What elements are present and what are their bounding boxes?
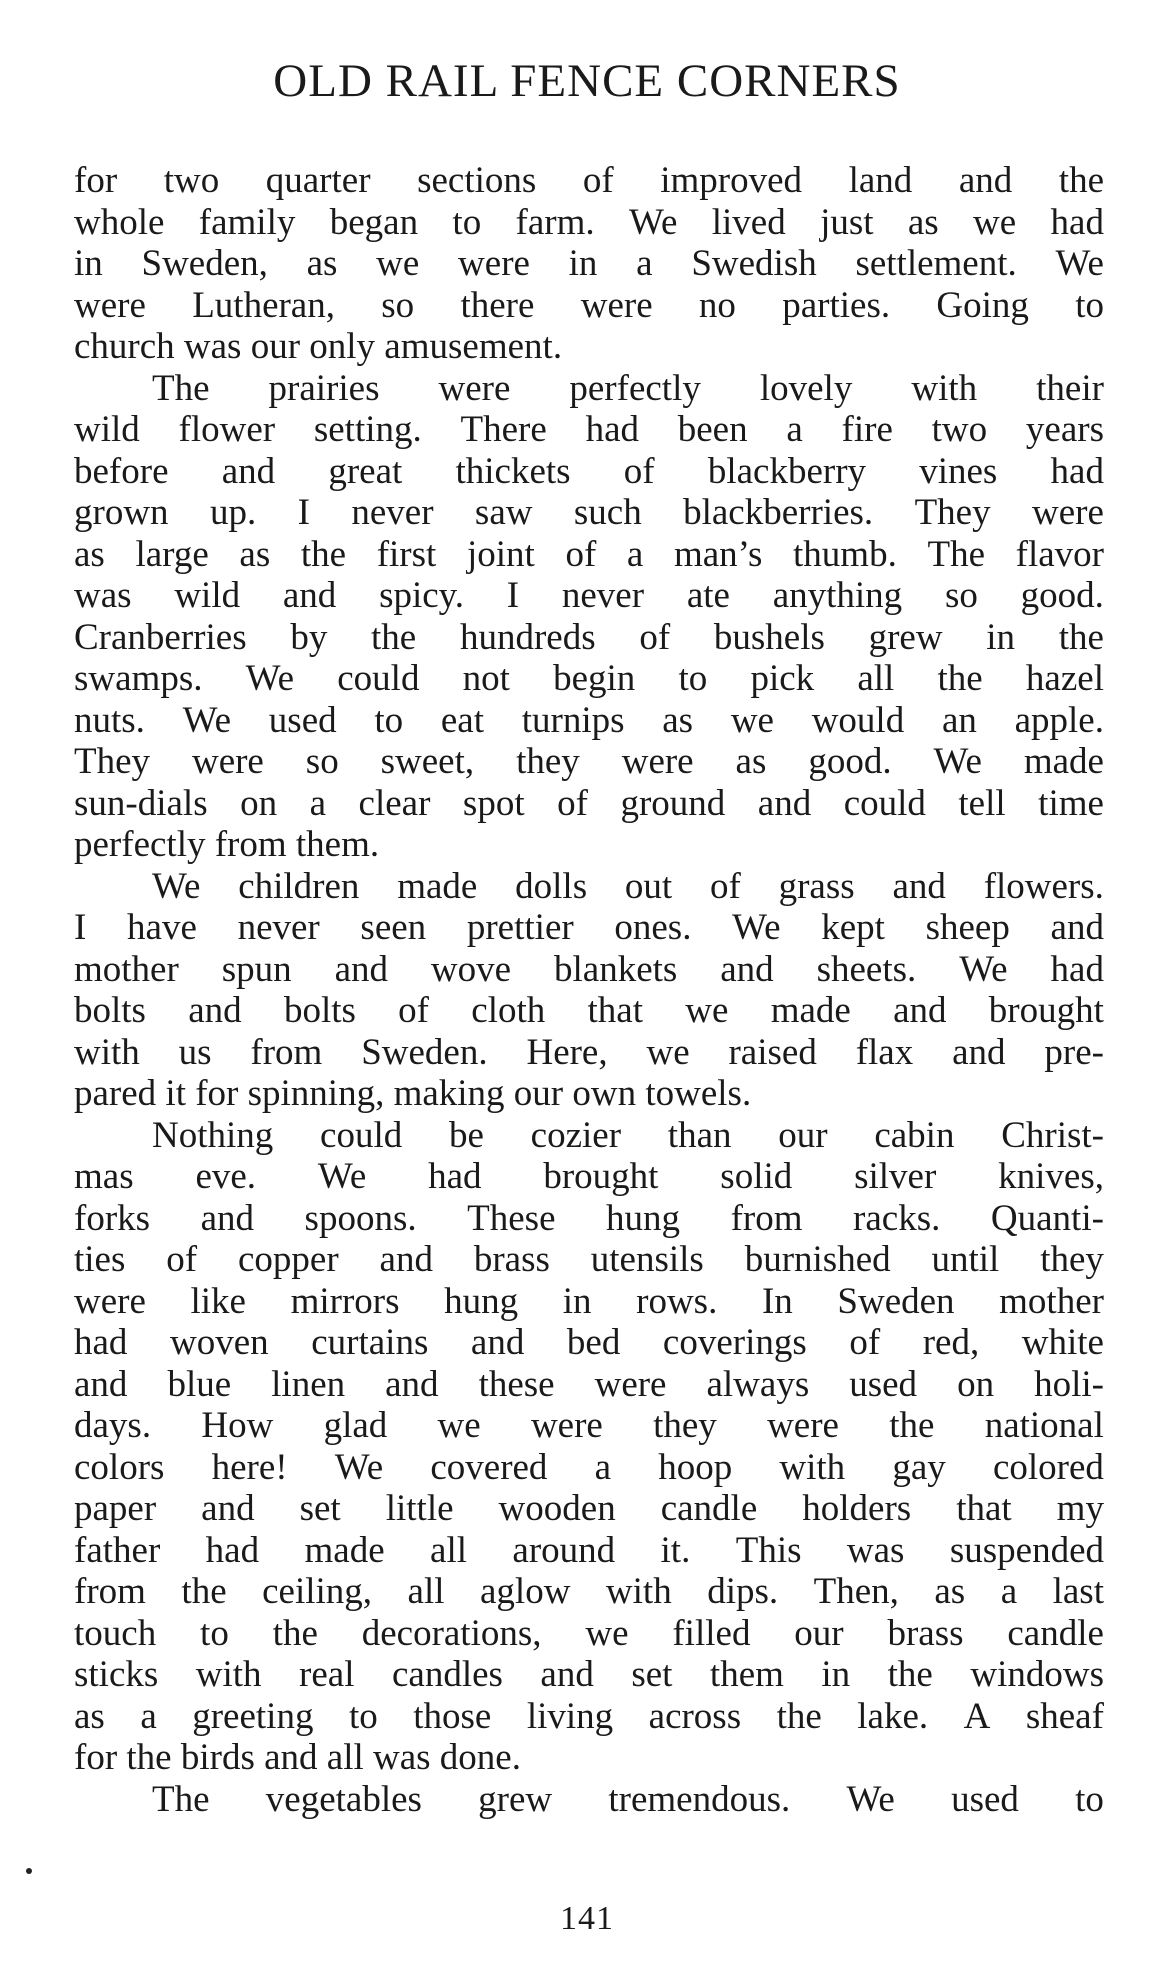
text-line: as a greeting to those living across the lake. A sheaf: [74, 1695, 1104, 1737]
text-line: as large as the first joint of a man’s thumb. The flavor: [74, 533, 1104, 575]
page-number: 141: [560, 1900, 614, 1937]
paragraph: [74, 866, 1104, 1115]
text-line: grown up. I never saw such blackberries. They were: [74, 492, 1104, 533]
text-line: with us from Sweden. Here, we raised flax and pre-: [74, 1031, 1104, 1073]
text-line: Nothing could be cozier than our cabin Christ-: [152, 1114, 1104, 1156]
text-line: for the birds and all was done.: [74, 1737, 521, 1778]
text-line: We children made dolls out of grass and flowers.: [152, 865, 1104, 907]
text-line: were like mirrors hung in rows. In Sweden mother: [74, 1280, 1104, 1322]
text-line: The vegetables grew tremendous. We used to: [152, 1778, 1104, 1820]
text-line: The prairies were perfectly lovely with their: [152, 367, 1104, 409]
text-line: for two quarter sections of improved land and the: [74, 160, 1104, 201]
text-line: I have never seen prettier ones. We kept sheep and: [74, 907, 1104, 948]
text-line: were Lutheran, so there were no parties. Going to: [74, 284, 1104, 326]
text-line: wild flower setting. There had been a fire two years: [74, 409, 1104, 450]
text-line: sun-dials on a clear spot of ground and could tell time: [74, 782, 1104, 824]
text-line: sticks with real candles and set them in the windows: [74, 1654, 1104, 1695]
running-title: OLD RAIL FENCE CORNERS: [273, 55, 901, 107]
body-text: [74, 160, 1104, 1820]
text-line: ties of copper and brass utensils burnished until they: [74, 1239, 1104, 1280]
text-line: in Sweden, as we were in a Swedish settlement. We: [74, 243, 1104, 284]
ink-speck: [26, 1868, 32, 1874]
text-line: touch to the decorations, we filled our brass candle: [74, 1612, 1104, 1654]
text-line: Cranberries by the hundreds of bushels grew in the: [74, 616, 1104, 658]
text-line: and blue linen and these were always used on holi-: [74, 1363, 1104, 1405]
text-line: They were so sweet, they were as good. We made: [74, 741, 1104, 782]
text-line: before and great thickets of blackberry vines had: [74, 450, 1104, 492]
text-line: from the ceiling, all aglow with dips. Then, as a last: [74, 1571, 1104, 1612]
text-line: swamps. We could not begin to pick all the hazel: [74, 658, 1104, 699]
text-line: pared it for spinning, making our own towels.: [74, 1073, 752, 1114]
text-line: forks and spoons. These hung from racks. Quanti-: [74, 1197, 1104, 1239]
paragraph: [74, 1115, 1104, 1779]
text-line: father had made all around it. This was suspended: [74, 1529, 1104, 1571]
text-line: whole family began to farm. We lived just as we had: [74, 201, 1104, 243]
paragraph: [74, 160, 1104, 368]
text-line: was wild and spicy. I never ate anything so good.: [74, 575, 1104, 616]
paragraph: [74, 368, 1104, 866]
text-line: nuts. We used to eat turnips as we would an apple.: [74, 699, 1104, 741]
text-line: church was our only amusement.: [74, 326, 563, 367]
text-line: colors here! We covered a hoop with gay colored: [74, 1446, 1104, 1488]
paragraph: [74, 1779, 1104, 1821]
text-line: bolts and bolts of cloth that we made and brought: [74, 990, 1104, 1031]
text-line: mas eve. We had brought solid silver knives,: [74, 1156, 1104, 1197]
text-line: paper and set little wooden candle holders that my: [74, 1488, 1104, 1529]
text-line: had woven curtains and bed coverings of red, white: [74, 1322, 1104, 1363]
text-line: days. How glad we were they were the national: [74, 1405, 1104, 1446]
text-line: perfectly from them.: [74, 824, 380, 865]
text-line: mother spun and wove blankets and sheets. We had: [74, 948, 1104, 990]
